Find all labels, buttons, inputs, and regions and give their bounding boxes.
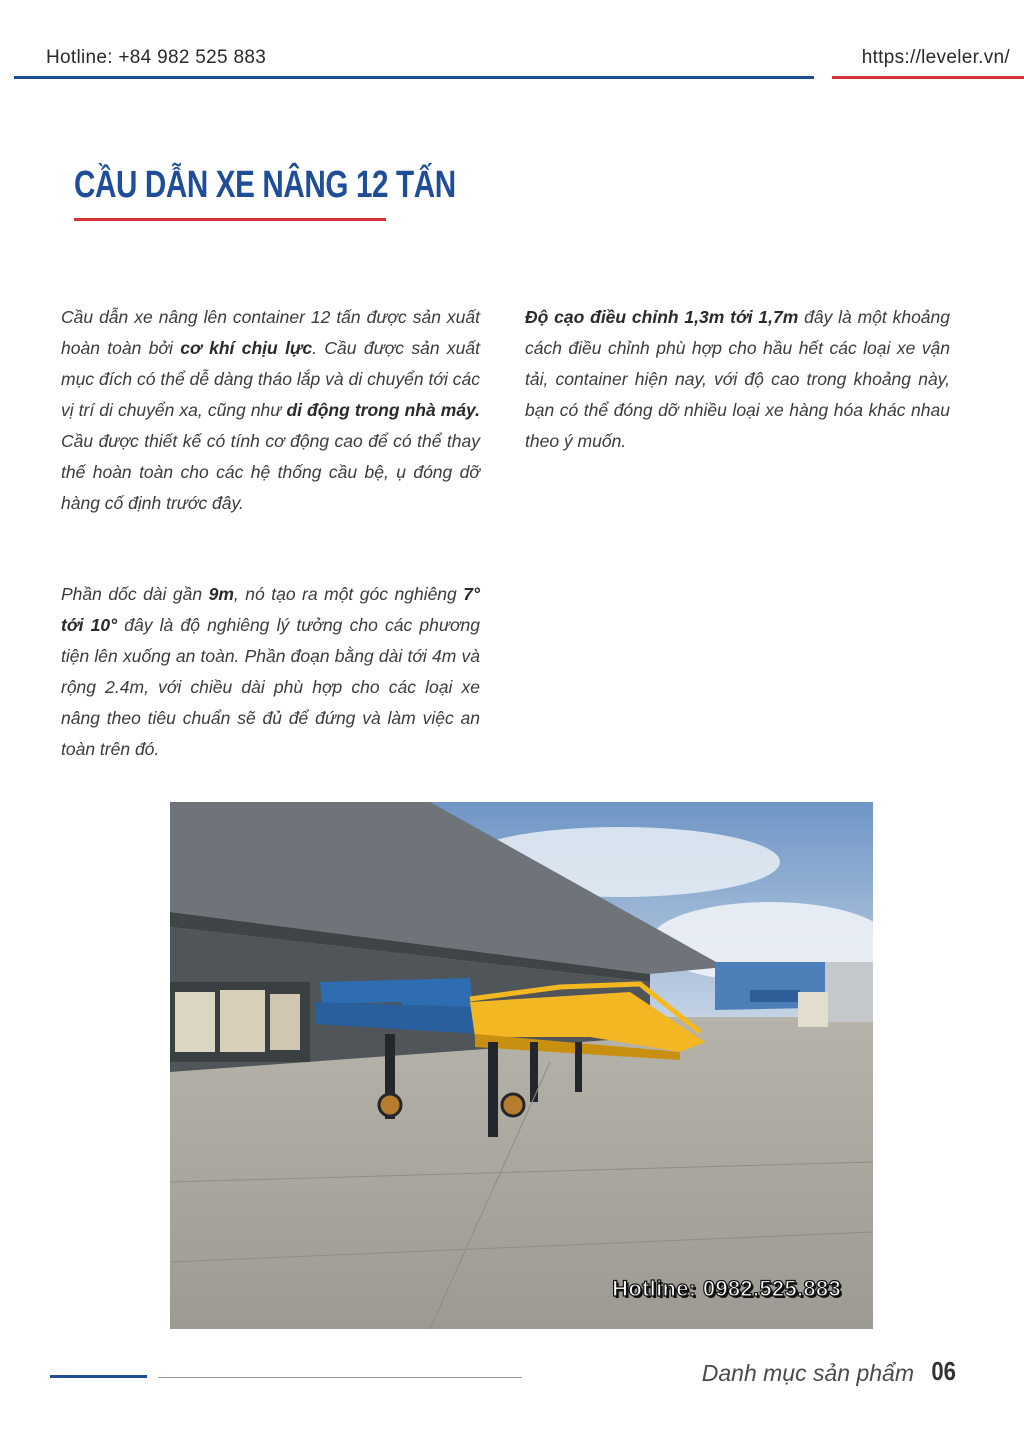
- body-text: Cầu dẫn xe nâng lên container 12 tấn được sản xuất hoàn toàn bởi: [61, 307, 480, 358]
- header-website[interactable]: https://leveler.vn/: [861, 47, 1010, 68]
- header-divider-blue: [14, 76, 814, 79]
- body-text: đây là một khoảng cách điều chỉnh phù hợp cho hầu hết các loại xe vận tải, container hiện nay, với độ cao trong khoảng này, bạn có thể đóng dỡ nhiều loại xe hàng hóa khác nhau theo ý muốn.: [525, 307, 950, 451]
- body-text: đây là độ nghiêng lý tưởng cho các phương tiện lên xuống an toàn. Phần đoạn bằng dài tới 4m và rộng 2.4m, với chiều dài phù hợp cho các loại xe nâng theo tiêu chuẩn sẽ đủ để đứng và làm việc an toàn trên đó.: [61, 615, 481, 759]
- paragraph-height-adjust: [525, 302, 950, 457]
- footer-divider-gray: [158, 1377, 522, 1378]
- product-photo: [170, 802, 873, 1329]
- header-divider-red: [832, 76, 1024, 79]
- emphasis-text: 9m: [208, 584, 234, 604]
- footer-catalog-label: Danh mục sản phẩm: [701, 1360, 914, 1386]
- emphasis-text: cơ khí chịu lực: [180, 338, 313, 358]
- body-text: , nó tạo ra một góc nghiêng: [233, 584, 464, 604]
- emphasis-text: Độ cạo điều chỉnh 1,3m tới 1,7m: [525, 307, 799, 327]
- body-text: . Cầu được sản xuất mục đích có thể dễ dàng tháo lắp và di chuyển tới các vị trí di chuyển xa, cũng như: [61, 338, 481, 420]
- emphasis-text: 7° tới 10°: [61, 584, 481, 635]
- page-title: CẦU DẪN XE NÂNG 12 TẤN: [74, 164, 456, 206]
- body-text: Cầu được thiết kế có tính cơ động cao để có thể thay thế hoàn toàn cho các hệ thống cầu bệ, ụ đóng dỡ hàng cố định trước đây.: [61, 431, 480, 513]
- body-text: Phần dốc dài gần: [61, 584, 209, 604]
- title-underline: [74, 218, 386, 221]
- page-number: 06: [931, 1356, 956, 1386]
- paragraph-ramp-specs: [61, 579, 480, 765]
- footer-divider-blue: [50, 1375, 147, 1378]
- header-hotline: Hotline: +84 982 525 883: [46, 47, 267, 68]
- photo-watermark-hotline: Hotline: 0982.525.883: [612, 1276, 841, 1301]
- emphasis-text: di động trong nhà máy.: [286, 400, 480, 420]
- paragraph-intro: [61, 302, 480, 519]
